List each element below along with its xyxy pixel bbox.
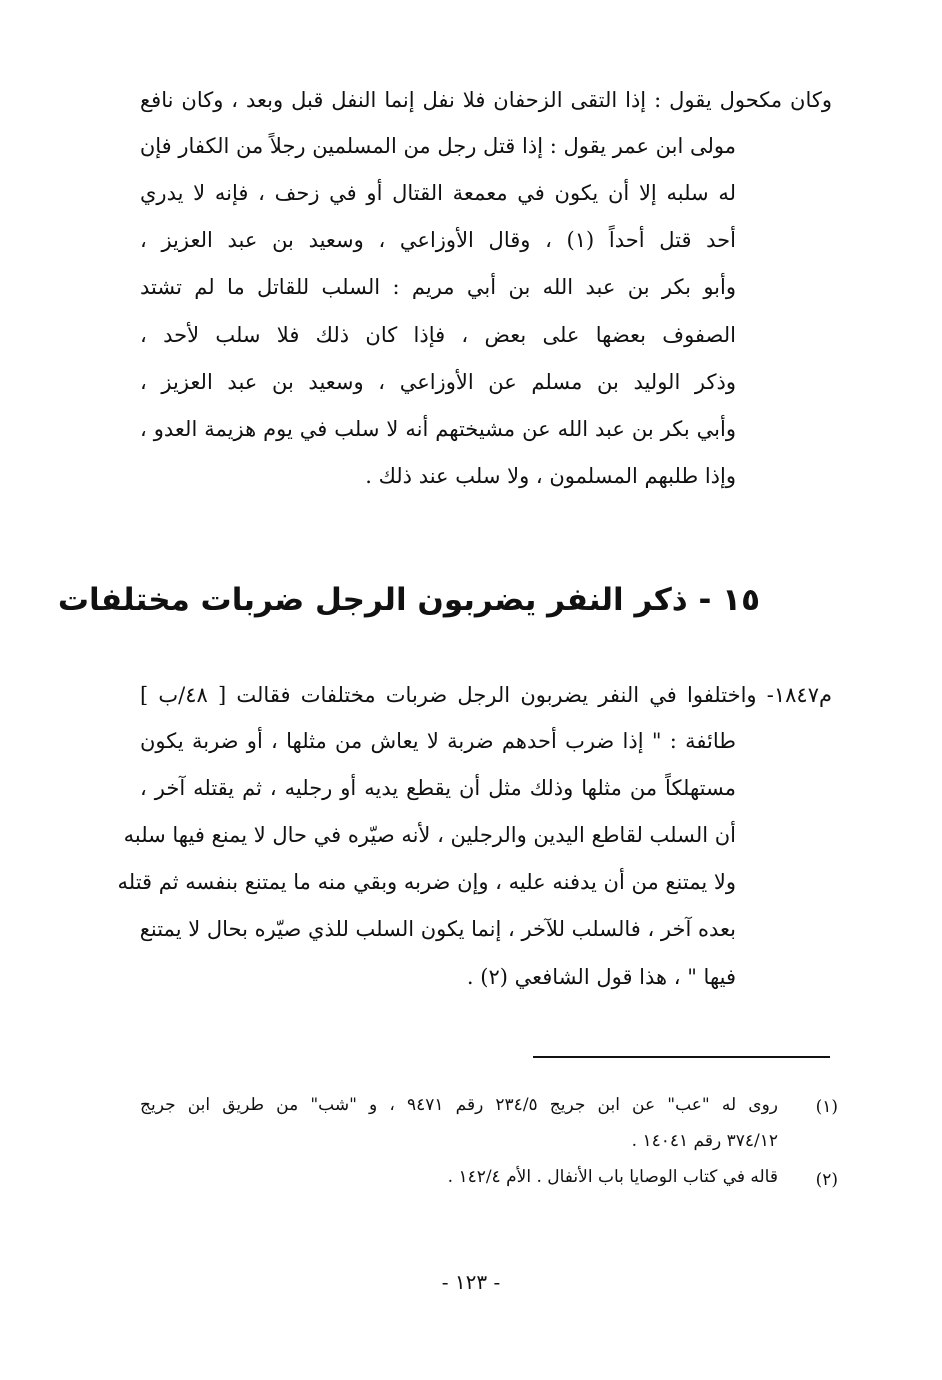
paragraph2-line-2: طائفة : " إذا ضرب أحدهم ضربة لا يعاش من مثلها ، أو ضربة يكون bbox=[140, 729, 736, 753]
footnote-1-line-1: روى له "عب" عن ابن جريج ٢٣٤/٥ رقم ٩٤٧١ ، و "شب" من طريق ابن جريج bbox=[140, 1095, 778, 1115]
footnote-1-line-2: ٣٧٤/١٢ رقم ١٤٠٤١ . bbox=[631, 1131, 778, 1151]
paragraph2-line-3: مستهلكاً من مثلها وذلك مثل أن يقطع يديه أو رجليه ، ثم يقتله آخر ، bbox=[140, 776, 736, 800]
paragraph2-line-5: ولا يمتنع من أن يدفنه عليه ، وإن ضربه وبقي منه ما يمتنع بنفسه ثم قتله bbox=[117, 870, 736, 894]
paragraph1-line-8: وأبي بكر بن عبد الله عن مشيختهم أنه لا سلب في يوم هزيمة العدو ، bbox=[140, 417, 736, 441]
paragraph1-line-7: وذكر الوليد بن مسلم عن الأوزاعي ، وسعيد بن عبد العزيز ، bbox=[140, 370, 736, 394]
paragraph2-line-6: بعده آخر ، فالسلب للآخر ، إنما يكون السلب للذي صيّره بحال لا يمتنع bbox=[139, 917, 736, 941]
footnote-2-line-1: قاله في كتاب الوصايا باب الأنفال . الأم ١٤٢/٤ . bbox=[447, 1167, 778, 1187]
footnote-2-marker: (٢) bbox=[815, 1170, 838, 1190]
paragraph1-line-4: أحد قتل أحداً (١) ، وقال الأوزاعي ، وسعيد بن عبد العزيز ، bbox=[140, 228, 737, 252]
paragraph2-line-4: أن السلب لقاطع اليدين والرجلين ، لأنه صيّره في حال لا يمنع فيها سلبه bbox=[123, 823, 736, 847]
paragraph1-line-9: وإذا طلبهم المسلمون ، ولا سلب عند ذلك . bbox=[365, 464, 736, 488]
paragraph1-line-1: وكان مكحول يقول : إذا التقى الزحفان فلا نفل إنما النفل قبل وبعد ، وكان نافع bbox=[140, 88, 832, 112]
paragraph1-line-3: له سلبه إلا أن يكون في معمعة القتال أو في زحف ، فإنه لا يدري bbox=[140, 181, 736, 205]
paragraph1-line-6: الصفوف بعضها على بعض ، فإذا كان ذلك فلا سلب لأحد ، bbox=[140, 323, 736, 347]
paragraph1-line-2: مولى ابن عمر يقول : إذا قتل رجل من المسلمين رجلاً من الكفار فإن bbox=[139, 134, 736, 158]
paragraph1-line-5: وأبو بكر بن عبد الله بن أبي مريم : السلب للقاتل ما لم تشتد bbox=[140, 275, 736, 299]
footnote-separator bbox=[533, 1056, 830, 1058]
paragraph2-line-1: م١٨٤٧- واختلفوا في النفر يضربون الرجل ضربات مختلفات فقالت [ ٤٨/ب ] bbox=[140, 683, 832, 707]
page-number: - ١٢٣ - bbox=[441, 1270, 501, 1294]
paragraph2-line-7: فيها " ، هذا قول الشافعي (٢) . bbox=[466, 965, 736, 989]
footnote-1-marker: (١) bbox=[815, 1097, 838, 1117]
section-heading: ١٥ - ذكر النفر يضربون الرجل ضربات مختلفات bbox=[57, 582, 760, 618]
